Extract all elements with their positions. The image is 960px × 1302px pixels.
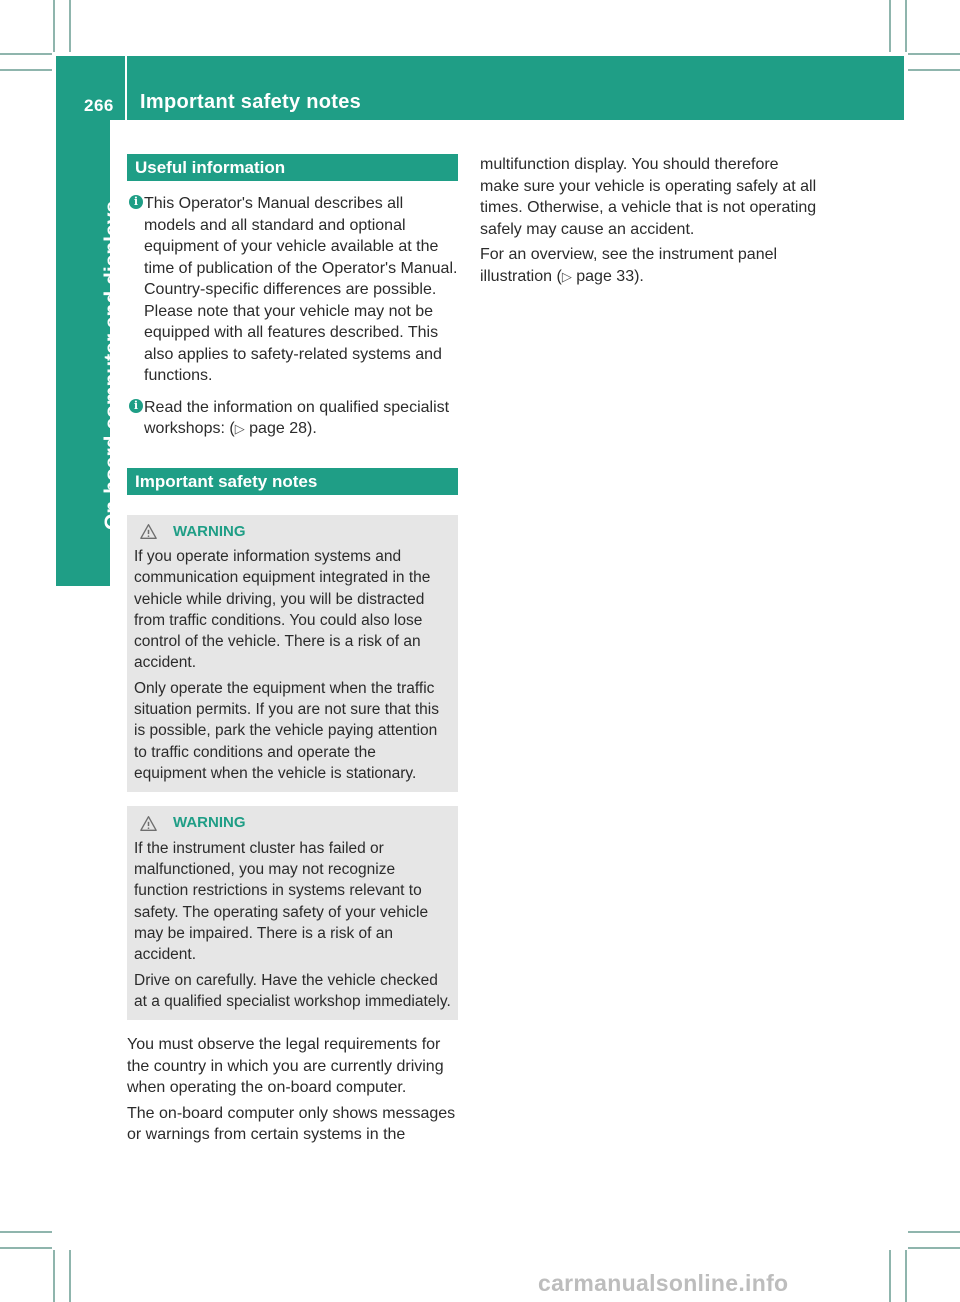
crop-mark bbox=[908, 1247, 960, 1249]
page-reference-link[interactable]: page 28). bbox=[244, 420, 317, 437]
page-number: 266 bbox=[84, 96, 114, 115]
crop-mark bbox=[905, 1250, 907, 1302]
crop-mark bbox=[0, 53, 52, 55]
crop-mark bbox=[69, 0, 71, 52]
crop-mark bbox=[908, 1231, 960, 1233]
crop-mark bbox=[0, 69, 52, 71]
crop-mark bbox=[889, 0, 891, 52]
warning-title: WARNING bbox=[173, 522, 246, 540]
page-reference-arrow-icon: ▷ bbox=[234, 421, 245, 436]
warning-paragraph: If the instrument cluster has failed or malfunctioned, you may not recognize function restrictions in systems relevant to safety. The operating safety of your vehicle may be impaired. There is a risk of an accident. bbox=[134, 839, 429, 964]
info-item bbox=[127, 193, 458, 387]
body-paragraph: multifunction display. You should therefore make sure your vehicle is operating safely at all times. Otherwise, a vehicle that is not operating safely may cause an accident. bbox=[480, 156, 817, 238]
warning-box bbox=[127, 806, 458, 1020]
section-heading-useful-information: Useful information bbox=[127, 154, 458, 181]
section-heading-important-safety-notes: Important safety notes bbox=[127, 468, 458, 495]
body-paragraph bbox=[480, 244, 820, 287]
warning-box bbox=[127, 515, 458, 793]
warning-triangle-icon bbox=[140, 815, 157, 832]
warning-paragraph: Drive on carefully. Have the vehicle checked at a qualified specialist workshop immediately. bbox=[134, 971, 451, 1010]
crop-mark bbox=[905, 0, 907, 52]
warning-text bbox=[134, 838, 451, 1012]
crop-mark bbox=[53, 1250, 55, 1302]
chapter-tab-label: On-board computer and displays bbox=[101, 200, 124, 530]
warning-heading bbox=[140, 812, 451, 834]
body-paragraph: You must observe the legal requirements for the country in which you are currently driving when operating the on-board computer. bbox=[127, 1036, 444, 1097]
page-reference-link[interactable]: page 33). bbox=[571, 267, 644, 285]
body-text-fragment: For an overview, see the instrument panel illustration ( bbox=[480, 246, 778, 285]
page-title: Important safety notes bbox=[140, 91, 362, 113]
crop-mark bbox=[889, 1250, 891, 1302]
crop-mark bbox=[53, 0, 55, 52]
info-icon: i bbox=[129, 399, 143, 413]
page-reference-arrow-icon: ▷ bbox=[561, 268, 572, 284]
info-text: Read the information on qualified specialist workshops: ( bbox=[144, 398, 450, 437]
left-column bbox=[127, 154, 458, 1150]
body-text bbox=[127, 1034, 458, 1146]
crop-mark bbox=[0, 1247, 52, 1249]
header-divider bbox=[125, 56, 127, 120]
warning-triangle-icon bbox=[140, 523, 157, 540]
info-item bbox=[127, 397, 458, 440]
crop-mark bbox=[0, 1231, 52, 1233]
crop-mark bbox=[69, 1250, 71, 1302]
body-paragraph: The on-board computer only shows messages or warnings from certain systems in the bbox=[127, 1104, 456, 1144]
warning-paragraph: If you operate information systems and communication equipment integrated in the vehicle while driving, you will be distracted from traffic conditions. You could also lose control of the vehicle. There is a risk of an accident. bbox=[134, 548, 431, 672]
crop-mark bbox=[908, 69, 960, 71]
crop-mark bbox=[908, 53, 960, 55]
warning-title: WARNING bbox=[173, 814, 246, 832]
watermark: carmanualsonline.info bbox=[538, 1270, 789, 1296]
warning-heading bbox=[140, 521, 451, 543]
warning-paragraph: Only operate the equipment when the traffic situation permits. If you are not sure that this is possible, park the vehicle paying attention to traffic conditions and operate the equipment when the vehicle is stationary. bbox=[134, 679, 439, 782]
info-icon: i bbox=[129, 195, 143, 209]
right-column bbox=[480, 154, 820, 291]
warning-text bbox=[134, 546, 451, 784]
info-text: This Operator's Manual describes all models and all standard and optional equipment of your vehicle available at the time of publication of the Operator's Manual. Country-specific differences are possible. Please note that your vehicle may not be equipped with all features described. This also applies to safety-related systems and functions. bbox=[144, 195, 458, 384]
